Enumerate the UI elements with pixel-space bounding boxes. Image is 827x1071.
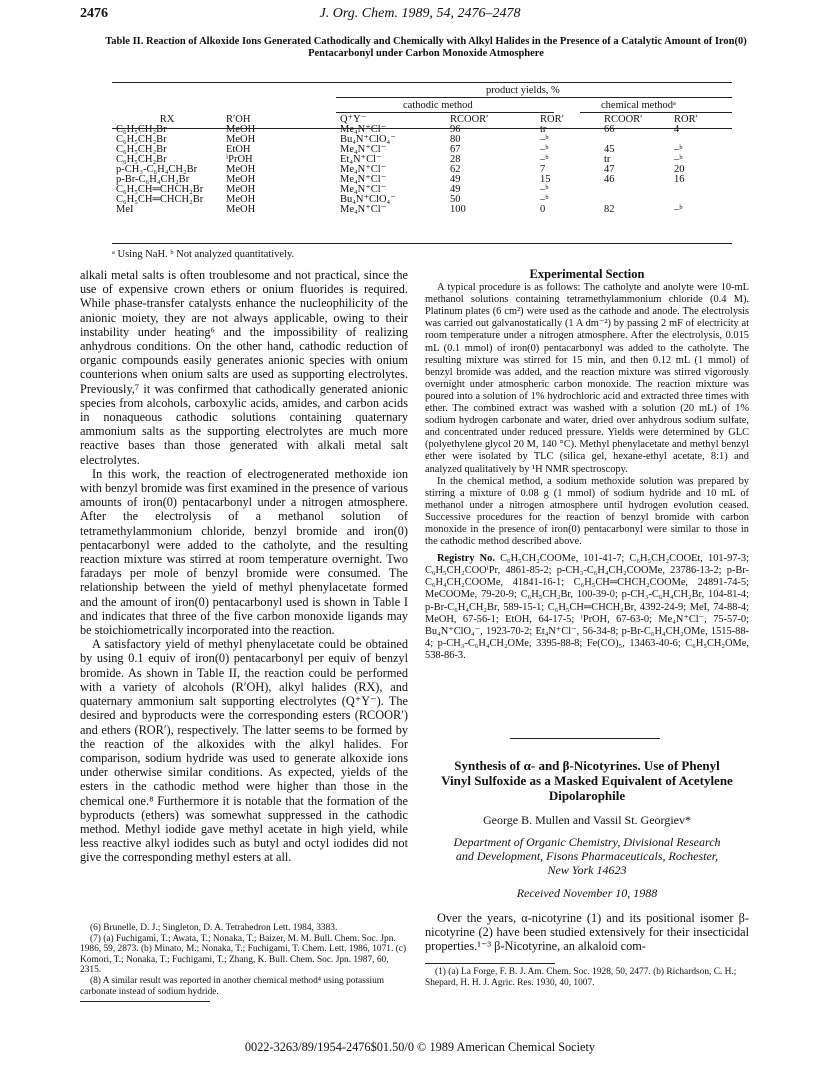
- registry-paragraph: [425, 553, 749, 662]
- col-header: R′OH: [226, 114, 251, 125]
- table-cell: –ᵇ: [540, 144, 549, 155]
- table-cell: 100: [450, 204, 466, 215]
- table-row: [112, 195, 732, 205]
- chemical-method-header: chemical methodᵃ: [601, 100, 676, 111]
- table-cell: 49: [450, 184, 461, 195]
- table-cell: 20: [674, 164, 685, 175]
- paragraph: A satisfactory yield of methyl phenylacetate could be obtained by using 0.1 equiv of iron(0) pentacarbonyl per equiv of benzyl bromide. As shown in Table II, the reaction could be performed with a variety of alcohols (R′OH), alkyl halides (RX), and quaternary ammonium salt supporting electrolytes (Q⁺Y⁻). The desired and byproducts were the corresponding esters (RCOOR′) and ethers (ROR′), respectively. The latter seems to be formed by the reaction of the alkoxides with the alkyl halides. For comparison, sodium hydride was used to generate alkoxide ions under otherwise similar conditions. As expected, yields of the esters in the cathodic method were higher than those in the chemical one.⁸ Furthermore it is notable that the formation of the byproducts (ethers) was somewhat suppressed in the cathodic method. Methyl iodide gave methyl acetate in high yield, while less reactive alkyl iodides such as butyl and octyl iodides did not give the corresponding methyl esters at all.: [80, 637, 408, 865]
- table-cell: MeOH: [226, 134, 256, 145]
- table-row: [112, 175, 732, 185]
- col-header: RX: [159, 114, 175, 125]
- table-cell: Et₄N⁺Cl⁻: [340, 154, 382, 165]
- experimental-heading: Experimental Section: [529, 267, 645, 281]
- table-cell: 7: [540, 164, 546, 175]
- table-cell: 15: [540, 174, 551, 185]
- table-cell: tr: [604, 154, 611, 165]
- chemical-rule: [580, 112, 732, 113]
- table-cell: 16: [674, 174, 685, 185]
- table-cell: Me₄N⁺Cl⁻: [340, 144, 387, 155]
- table-cell: MeOH: [226, 194, 256, 205]
- table-header-row: [112, 115, 732, 125]
- running-header: [80, 6, 760, 26]
- table-cell: C₆H₅CH₂Br: [116, 144, 167, 155]
- left-column: [80, 268, 408, 865]
- table-row: [112, 205, 732, 215]
- table-cell: –ᵇ: [674, 144, 683, 155]
- yields-rule: [336, 97, 732, 98]
- table-cell: MeOH: [226, 184, 256, 195]
- paragraph: In the chemical method, a sodium methoxide solution was prepared by stirring a mixture of 0.08 g (1 mmol) of sodium hydride and 10 mL of methanol under a nitrogen atmosphere until hydrogen evolution ceased. Successive procedures for the reaction of benzyl bromide with carbon monoxide in the presence of iron(0) pentacarbonyl were similar to those in the cathodic method described above.: [425, 475, 749, 548]
- table-cell: [670, 185, 732, 195]
- table-row: [112, 125, 732, 135]
- table-cell: 66: [604, 124, 615, 135]
- received-date: Received November 10, 1988: [516, 886, 658, 900]
- right-column: [425, 268, 749, 662]
- table-cell: p-Br-C₆H₄CH₂Br: [116, 174, 190, 185]
- footnote: (1) (a) La Forge, F. B. J. Am. Chem. Soc. 1928, 50, 2477. (b) Richardson, C. H.; Shepard, H. H. J. Agric. Res. 1930, 40, 1007.: [425, 967, 737, 988]
- table-cell: MeOH: [226, 164, 256, 175]
- table-cell: Me₄N⁺Cl⁻: [340, 124, 387, 135]
- paragraph: alkali metal salts is often troublesome and not practical, since the use of expensive crown ethers or onium fluorides is required. While phase-transfer catalysts enhance the nucleophilicity of the anionic moiety, they are not always applicable, owing to their instability under heating⁶ and the impossibility of realizing anhydrous conditions. On the other hand, cathodic reduction of organic compounds easily generates anionic species with onium counterions when onium salts are used as supporting electrolytes. Previously,⁷ it was confirmed that cathodically generated anionic species from alcohols, carboxylic acids, amides, and carbon acids in nonaqueous cathodic solutions containing quaternary ammonium salts as the supporting electrolytes are much more reactive bases than those generated with alkali metal salt electrolytes.: [80, 268, 408, 467]
- table-top-rule: [112, 82, 732, 83]
- table-cell: Bu₄N⁺ClO₄⁻: [340, 194, 396, 205]
- footnote: (6) Brunelle, D. J.; Singleton, D. A. Tetrahedron Lett. 1984, 3383.: [90, 923, 338, 933]
- journal-citation: J. Org. Chem. 1989, 54, 2476–2478: [319, 6, 521, 21]
- cathodic-rule: [336, 112, 554, 113]
- col-header: RCOOR′: [604, 114, 643, 125]
- table-cell: EtOH: [226, 144, 251, 155]
- table-cell: –ᵇ: [540, 194, 549, 205]
- col-header: Q⁺Y⁻: [340, 114, 367, 125]
- table-cell: –ᵇ: [674, 204, 683, 215]
- table-cell: MeOH: [226, 124, 256, 135]
- table-cell: 47: [604, 164, 615, 175]
- table-cell: 28: [450, 154, 461, 165]
- right-footnote: [425, 967, 749, 988]
- paragraph: Over the years, α-nicotyrine (1) and its positional isomer β-nicotyrine (2) have been studied extensively for their insecticidal properties.¹⁻³ β-Nicotyrine, an alkaloid com-: [425, 911, 749, 954]
- data-table: [112, 115, 732, 215]
- intro-paragraph: [425, 911, 749, 954]
- cathodic-method-header: cathodic method: [403, 100, 473, 111]
- table-cell: –ᵇ: [674, 154, 683, 165]
- table-cell: C₆H₅CH₂Br: [116, 154, 167, 165]
- footnote-rule: [80, 1001, 210, 1002]
- table-cell: MeOH: [226, 204, 256, 215]
- table-cell: 46: [604, 174, 615, 185]
- table-cell: –ᵇ: [540, 154, 549, 165]
- col-header: ROR′: [540, 114, 564, 125]
- page-number: 2476: [80, 6, 108, 21]
- table-cell: 67: [450, 144, 461, 155]
- table-cell: p-CH₃-C₆H₄CH₂Br: [116, 164, 198, 175]
- table-cell: MeOH: [226, 174, 256, 185]
- table-cell: 4: [674, 124, 680, 135]
- table-cell: C₆H₅CH═CHCH₂Br: [116, 194, 204, 205]
- footnote: (8) A similar result was reported in another chemical method⁴ using potassium carbonate instead of sodium hydride.: [80, 975, 385, 997]
- table-cell: 49: [450, 174, 461, 185]
- paragraph: A typical procedure is as follows: The catholyte and anolyte were 10-mL methanol solutions containing tetramethylammonium chloride (0.4 M). Platinum plates (6 cm²) were used as the cathode and anode. The electrolysis was carried out galvanostatically (1 A dm⁻²) by passing 2 mF of electricity at room temperature under a nitrogen atmosphere. After the electrolysis, 0.015 mL (0.1 mmol) of iron(0) pentacarbonyl was added to the catholyte. The resulting mixture was stirred for 15 min, and then 0.12 mL (1 mmol) of benzyl bromide was added, and the reaction mixture was stirred vigorously overnight under atmospheric carbon monoxide. The reaction mixture was poured into a solution of 1% hydrochloric acid and extracted three times with ether. The combined extract was washed with a solution (20 mL) of 1% sodium hydrogen carbonate and water, dried over anhydrous sodium sulfate, and concentrated under reduced pressure. Yields were determined by GLC (polyethylene glycol 20 M, 140 °C). Methyl phenylacetate and methyl benzyl ether were isolated by TLC (silica gel, hexane-ethyl acetate, 8:1) and analyzed qualitatively by ¹H NMR spectroscopy.: [425, 282, 749, 475]
- article-title: Synthesis of α- and β-Nicotyrines. Use of Phenyl Vinyl Sulfoxide as a Masked Equivalent of Acetylene Dipolarophile: [441, 758, 733, 803]
- table-row: [112, 145, 732, 155]
- table-cell: C₆H₅CH═CHCH₂Br: [116, 184, 204, 195]
- table-cell: 82: [604, 204, 615, 215]
- authors: George B. Mullen and Vassil St. Georgiev*: [483, 813, 691, 827]
- col-header: ROR′: [674, 114, 698, 125]
- paragraph: In this work, the reaction of electrogenerated methoxide ion with benzyl bromide was first examined in the presence of various amounts of iron(0) pentacarbonyl under a nitrogen atmosphere. After the electrolysis of a methanol solution of tetramethylammonium chloride, benzyl bromide and iron(0) pentacarbonyl were added to the catholyte, and the resulting reaction mixture was stirred at room temperature overnight. Two faradays per mole of benzyl bromide were consumed. The relationship between the yield of methyl phenylacetate formed and the amount of iron(0) pentacarbonyl used is shown in Table I and indicates that three of the five carbon monoxide ligands may be stoichiometrically incorporated into the reaction.: [80, 466, 408, 638]
- table-cell: 50: [450, 194, 461, 205]
- table-cell: 96: [450, 124, 461, 135]
- table-cell: Me₄N⁺Cl⁻: [340, 204, 387, 215]
- left-footnotes: [80, 923, 408, 997]
- table-row: [112, 155, 732, 165]
- table-row: [112, 135, 732, 145]
- table-row: [112, 165, 732, 175]
- product-yields-header: product yields, %: [486, 85, 560, 96]
- table-cell: Bu₄N⁺ClO₄⁻: [340, 134, 396, 145]
- col-header: RCOOR′: [450, 114, 489, 125]
- table-cell: C₆H₅CH₂Br: [116, 134, 167, 145]
- table-cell: 62: [450, 164, 461, 175]
- table-body: [112, 125, 732, 215]
- registry-label: Registry No.: [437, 553, 495, 565]
- table-cell: [600, 185, 670, 195]
- table-cell: –ᵇ: [540, 184, 549, 195]
- table-bottom-rule: [112, 243, 732, 244]
- table-cell: tr: [540, 124, 547, 135]
- article-separator: [510, 738, 660, 739]
- registry-text: C₆H₅CH₂COOMe, 101-41-7; C₆H₅CH₂COOEt, 101-97-3; C₆H₅CH₂COOⁱPr, 4861-85-2; p-CH₃-C₆H₄CH₂COOMe, 23786-13-2; p-Br-C₆H₄CH₂COOMe, 41841-16-1; C₆H₅CH═CHCH₂COOMe, 24891-74-5; MeCOOMe, 79-20-9; C₆H₅CH₂Br, 100-39-0; p-CH₃-C₆H₄CH₂Br, 104-81-4; p-Br-C₆H₄CH₂Br, 589-15-1; C₆H₅CH═CHCH₂Br, 4392-24-9; MeI, 74-88-4; MeOH, 67-56-1; EtOH, 64-17-5; ⁱPrOH, 67-63-0; Me₄N⁺Cl⁻, 75-57-0; Bu₄N⁺ClO₄⁻, 1923-70-2; Et₄N⁺Cl⁻, 56-34-8; p-Br-C₆H₄CH₂OMe, 1515-88-4; p-CH₃-C₆H₄CH₂OMe, 3395-88-8; Fe(CO)₅, 13463-40-6; C₆H₅CH₂OMe, 538-86-3.: [425, 553, 749, 661]
- table-cell: –ᵇ: [540, 134, 549, 145]
- table-row: [112, 185, 732, 195]
- table-cell: Me₄N⁺Cl⁻: [340, 184, 387, 195]
- table-cell: 45: [604, 144, 615, 155]
- table-footnote: ᵃ Using NaH. ᵇ Not analyzed quantitatively.: [112, 249, 295, 260]
- table-cell: MeI: [116, 204, 134, 215]
- right-footnote-rule: [425, 963, 555, 964]
- table-cell: ⁱPrOH: [226, 154, 253, 165]
- copyright-footer: 0022-3263/89/1954-2476$01.50/0 © 1989 American Chemical Society: [244, 1040, 596, 1054]
- affiliation: Department of Organic Chemistry, Divisional Research and Development, Fisons Pharmaceuticals, Rochester, New York 14623: [453, 835, 721, 877]
- table-cell: Me₄N⁺Cl⁻: [340, 174, 387, 185]
- table-cell: C₆H₅CH₂Br: [116, 124, 167, 135]
- table-caption: Table II. Reaction of Alkoxide Ions Generated Cathodically and Chemically with Alkyl Halides in the Presence of a Catalytic Amount of Iron(0) Pentacarbonyl under Carbon Monoxide Atmosphere: [105, 36, 747, 59]
- table-cell: Me₄N⁺Cl⁻: [340, 164, 387, 175]
- table-cell: 0: [540, 204, 546, 215]
- table-cell: 80: [450, 134, 461, 145]
- header-bottom-rule: [112, 128, 732, 129]
- footnote: (7) (a) Fuchigami, T.; Awata, T.; Nonaka, T.; Baizer, M. M. Bull. Chem. Soc. Jpn. 1986, 59, 2873. (b) Minato, M.; Nonaka, T.; Fuchigami, T. Chem. Lett. 1986, 1071. (c) Komori, T.; Nonaka, T.; Fuchigami, T.; Zhang, K. Bull. Chem. Soc. Jpn. 1987, 60, 2315.: [80, 933, 407, 976]
